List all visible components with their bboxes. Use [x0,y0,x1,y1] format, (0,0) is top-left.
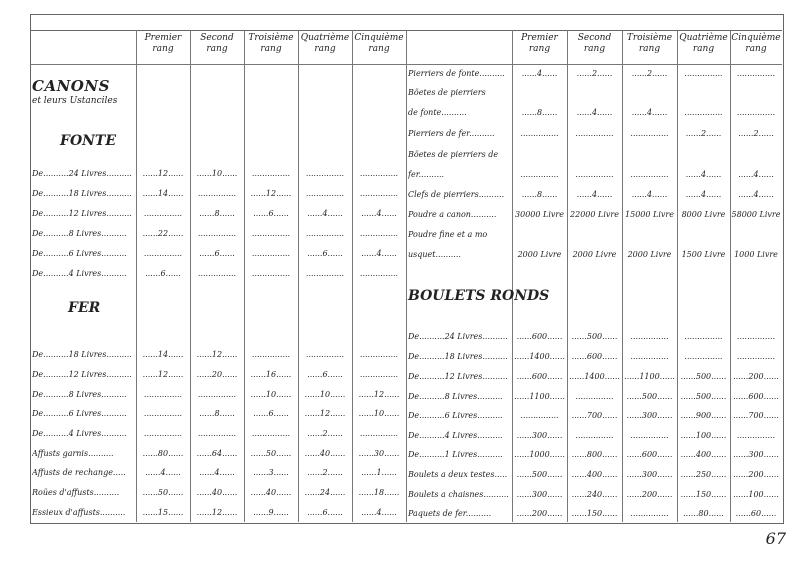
section-subtitle: et leurs Ustanciles [32,96,118,106]
row-label: De..........24 Livres.......... [408,332,508,341]
row-label: De..........6 Livres.......... [32,249,127,258]
row-value: ............... [251,350,291,359]
header-left-2: Second rang [200,33,234,54]
table-row [0,127,800,141]
row-value: ......12...... [196,508,238,517]
row-value: ......14...... [142,350,184,359]
header-left-5: Cinquième rang [354,33,404,54]
row-value: ......240...... [571,490,618,499]
row-value: ......600...... [733,392,779,401]
row-value: ......24...... [304,488,346,497]
row-value: ......500...... [626,392,673,401]
row-label: Böetes de pierriers de [408,150,499,159]
row-value: 2000 Livre [572,250,617,259]
header-right-5: Cinquième rang [731,33,781,54]
row-value: ......10...... [304,390,346,399]
row-value: ......400...... [680,450,727,459]
row-value: ............... [251,229,291,238]
row-value: ......9...... [253,508,289,517]
row-value: ......4...... [576,108,613,117]
row-label: De..........12 Livres.......... [32,370,132,379]
row-value: ............... [684,108,723,117]
header-left-3: Troisième rang [248,33,294,54]
row-value: ......4...... [521,69,558,78]
row-value: ............... [684,69,723,78]
table-row [0,488,800,502]
row-value: ......80...... [683,509,724,518]
row-value: ......12...... [250,189,292,198]
section-title-fer: FER [68,300,101,316]
row-value: ......40...... [196,488,238,497]
header-left-4: Quatrième rang [300,33,350,54]
row-label: De..........12 Livres.......... [408,372,508,381]
row-value: ......300...... [516,431,563,440]
row-value: ......12...... [358,390,400,399]
row-label: De..........4 Livres.......... [32,269,127,278]
row-value: ............... [197,189,237,198]
row-value: ............... [359,189,399,198]
table-row [0,168,800,182]
table-row [0,409,800,423]
row-value: ............... [251,249,291,258]
header-left-1: Premier rang [144,33,182,54]
row-value: ............... [630,352,669,361]
row-value: ......200...... [626,490,673,499]
header-right-1: Premier rang [521,33,558,54]
row-value: ......4...... [685,170,722,179]
row-value: ......700...... [571,411,618,420]
row-value: 1500 Livre [681,250,726,259]
row-label: De..........18 Livres.......... [32,189,132,198]
row-value: ......4...... [576,190,613,199]
row-value: ......4...... [685,190,722,199]
row-value: ............... [359,429,399,438]
row-value: ......1000...... [514,450,565,459]
table-row [0,330,800,344]
row-value: ......4...... [361,249,397,258]
row-label: De..........18 Livres.......... [32,350,132,359]
row-value: ............... [197,429,237,438]
row-value: ............... [520,170,559,179]
row-value: ......20...... [196,370,238,379]
row-label: Essieux d'affusts.......... [32,508,126,517]
row-value: ......300...... [626,411,673,420]
row-value: ............... [197,390,237,399]
row-value: ......64...... [196,449,238,458]
row-value: ............... [251,269,291,278]
row-value: 58000 Livre [731,210,781,219]
row-value: ............... [305,350,345,359]
row-label: De..........4 Livres.......... [32,429,127,438]
table-row [0,67,800,81]
row-value: ......1...... [361,468,397,477]
row-value: ......200...... [733,470,779,479]
row-value: ............... [630,332,669,341]
row-value: ............... [575,431,614,440]
table-row [0,106,800,120]
row-value: ......500...... [571,332,618,341]
row-value: ......2...... [576,69,613,78]
row-value: ............... [359,370,399,379]
row-label: De..........6 Livres.......... [32,409,127,418]
row-value: ......8...... [521,108,558,117]
row-value: ......80...... [142,449,184,458]
row-value: ......4...... [199,468,235,477]
row-value: ......6...... [199,249,235,258]
row-value: ......15...... [142,508,184,517]
row-value: ............... [575,392,614,401]
row-value: 2000 Livre [627,250,672,259]
row-value: ......250...... [680,470,727,479]
row-value: ............... [197,269,237,278]
row-value: ......4...... [631,108,668,117]
row-value: ......12...... [304,409,346,418]
row-value: ......60...... [735,509,777,518]
row-value: ......500...... [680,372,727,381]
row-value: ............... [197,229,237,238]
row-value: ......600...... [571,352,618,361]
row-label: Böetes de pierriers [408,88,486,97]
row-value: ............... [736,431,776,440]
row-value: ......6...... [253,209,289,218]
row-value: ............... [305,169,345,178]
row-label: Pierriers de fer.......... [408,129,495,138]
table-row [0,390,800,404]
row-label: Clefs de pierriers.......... [408,190,505,199]
row-value: ......1400...... [569,372,620,381]
row-value: ......6...... [253,409,289,418]
row-label: De..........1 Livres.......... [408,450,503,459]
row-value: ......6...... [307,370,343,379]
row-value: ......6...... [307,249,343,258]
row-value: ............... [251,169,291,178]
row-value: ......200...... [516,509,563,518]
row-value: ......400...... [571,470,618,479]
row-value: 1000 Livre [734,250,778,259]
row-label: Paquets de fer.......... [408,509,492,518]
row-value: ......22...... [142,229,184,238]
row-label: De..........6 Livres.......... [408,411,503,420]
row-value: ......2...... [685,129,722,138]
row-label: Affusts garnis.......... [32,449,114,458]
row-value: ............... [520,411,559,420]
row-value: ......40...... [250,488,292,497]
section-title-boulets: BOULETS RONDS [408,288,550,304]
row-value: ......50...... [250,449,292,458]
row-value: ............... [251,429,291,438]
table-row [0,208,800,222]
row-label: De..........8 Livres.......... [32,229,127,238]
table-row [0,267,800,281]
row-value: ......14...... [142,189,184,198]
row-value: ......30...... [358,449,400,458]
row-value: ............... [736,108,776,117]
row-value: ............... [305,269,345,278]
row-value: ......40...... [304,449,346,458]
row-label: De..........8 Livres.......... [408,392,503,401]
row-label: De..........8 Livres.......... [32,390,127,399]
row-label: Roües d'affusts.......... [32,488,120,497]
row-value: ............... [736,352,776,361]
row-value: ......16...... [250,370,292,379]
row-value: ......4...... [307,209,343,218]
row-value: ......300...... [733,450,779,459]
section-title-canons: CANONS [32,77,110,95]
row-value: ......6...... [307,508,343,517]
row-value: ......700...... [733,411,779,420]
row-value: ......500...... [516,470,563,479]
row-value: ......4...... [738,170,774,179]
row-value: 15000 Livre [625,210,674,219]
row-value: ......10...... [358,409,400,418]
row-value: ............... [359,229,399,238]
page-number: 67 [765,529,786,548]
row-label: De..........24 Livres.......... [32,169,132,178]
row-value: ......8...... [199,209,235,218]
row-value: ......4...... [361,508,397,517]
header-right-3: Troisième rang [626,33,673,54]
row-value: ............... [630,509,669,518]
row-label: Poudre a canon.......... [408,210,497,219]
row-value: ......100...... [680,431,727,440]
row-value: ......2...... [738,129,774,138]
table-row [0,370,800,384]
row-value: ......1100...... [624,372,675,381]
row-value: 22000 Livre [570,210,619,219]
row-label: Affusts de rechange..... [32,468,126,477]
row-value: ............... [630,129,669,138]
row-value: 30000 Livre [515,210,564,219]
row-value: ......1400...... [514,352,565,361]
row-value: ......50...... [142,488,184,497]
row-value: ......4...... [738,190,774,199]
row-label: De..........12 Livres.......... [32,209,132,218]
row-value: ......100...... [733,490,779,499]
row-value: ............... [736,69,776,78]
row-value: ............... [143,209,183,218]
row-value: ............... [305,189,345,198]
row-value: ............... [143,249,183,258]
row-value: ............... [575,170,614,179]
row-value: ......300...... [626,470,673,479]
row-value: ......4...... [631,190,668,199]
row-value: ............... [630,431,669,440]
row-label: de fonte.......... [408,108,467,117]
row-value: ......12...... [196,350,238,359]
row-value: ............... [143,390,183,399]
row-label: fer.......... [408,170,445,179]
row-value: ......4...... [361,209,397,218]
row-label: De..........4 Livres.......... [408,431,503,440]
row-label: Pierriers de fonte.......... [408,69,505,78]
row-value: ......12...... [142,370,184,379]
row-value: ............... [736,332,776,341]
row-value: ......150...... [680,490,727,499]
row-value: ............... [359,350,399,359]
row-value: ......1100...... [514,392,565,401]
row-label: Boulets a deux testes..... [408,470,508,479]
row-value: ......300...... [516,490,563,499]
table-row [0,86,800,100]
row-value: ......8...... [199,409,235,418]
row-value: ......10...... [250,390,292,399]
row-value: ......3...... [253,468,289,477]
row-value: ............... [520,129,559,138]
row-value: ............... [684,332,723,341]
row-value: ......8...... [521,190,558,199]
row-label: usquet.......... [408,250,461,259]
row-value: ......2...... [631,69,668,78]
row-value: ......600...... [516,372,563,381]
row-label: Poudre fine et a mo [408,230,488,239]
row-value: ............... [305,229,345,238]
row-value: ............... [630,170,669,179]
row-value: ......2...... [307,429,343,438]
row-value: ......10...... [196,169,238,178]
row-value: ............... [143,429,183,438]
row-value: ............... [684,352,723,361]
header-right-4: Quatrième rang [679,33,728,54]
row-value: ......150...... [571,509,618,518]
row-value: ............... [359,169,399,178]
row-label: De..........18 Livres.......... [408,352,508,361]
table-row [0,350,800,364]
row-value: ......200...... [733,372,779,381]
row-value: ......12...... [142,169,184,178]
row-value: ......600...... [626,450,673,459]
row-value: ......2...... [307,468,343,477]
section-title-fonte: FONTE [60,133,117,149]
table-row [0,448,800,462]
row-value: ......800...... [571,450,618,459]
row-value: ............... [575,129,614,138]
table-row [0,468,800,482]
table-row [0,188,800,202]
row-value: 2000 Livre [517,250,562,259]
row-value: ............... [143,409,183,418]
table-row [0,429,800,443]
header-right-2: Second rang [577,33,612,54]
row-value: ......4...... [145,468,181,477]
table-row [0,228,800,242]
row-value: 8000 Livre [681,210,726,219]
table-row [0,248,800,262]
table-row [0,507,800,521]
row-value: ......600...... [516,332,563,341]
row-value: ......900...... [680,411,727,420]
row-label: Boulets a chaisnes.......... [408,490,509,499]
table-row [0,148,800,162]
row-value: ......500...... [680,392,727,401]
row-value: ............... [359,269,399,278]
row-value: ......6...... [145,269,181,278]
row-value: ......18...... [358,488,400,497]
